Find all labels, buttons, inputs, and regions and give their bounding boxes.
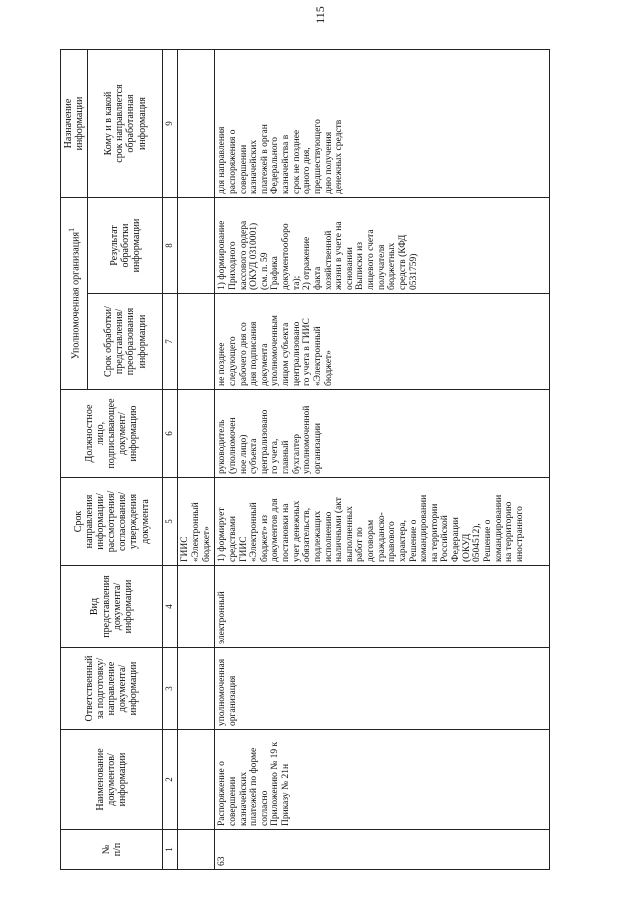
text-line: учет денежных — [291, 500, 302, 562]
text-line: № — [100, 844, 112, 855]
text-line: предшествующего — [312, 119, 323, 194]
text-line: денежных средств — [334, 119, 345, 194]
text-line: Кому и в какой — [103, 91, 114, 156]
text-line: Срок — [72, 510, 84, 533]
text-line: казначейства в — [281, 134, 291, 194]
text-line: работ по — [355, 527, 366, 562]
text-line: организация — [227, 675, 238, 726]
text-line: совершении — [238, 144, 249, 194]
cell-processing-deadline — [215, 294, 550, 390]
text-line: документов/ — [106, 753, 118, 806]
text-line: 0531759) — [408, 253, 419, 290]
text-line: руководитель — [217, 419, 228, 474]
text-line: подлежащих — [312, 510, 323, 562]
text-line: информации — [128, 661, 140, 716]
text-line: хозяйственной — [323, 230, 334, 290]
text-line: «Электронный — [249, 502, 260, 562]
text-line: представления — [100, 575, 112, 638]
cell-processing-result — [215, 198, 550, 294]
text-line: подписывающее — [106, 398, 118, 469]
text-line: 2) отражение — [302, 236, 313, 290]
cell — [178, 566, 215, 648]
text-line: субъекта — [249, 438, 260, 474]
text-line: гражданско- — [376, 512, 387, 562]
text-line: Должностное — [83, 404, 95, 463]
text-line: Федерального — [270, 136, 281, 194]
text-line: правового — [387, 521, 398, 562]
text-line: ное лицо) — [238, 434, 249, 474]
text-line: наличными (акт — [334, 497, 345, 562]
text-line: основании — [344, 247, 355, 290]
text-line: информацию — [128, 405, 140, 462]
text-line: п/п — [111, 842, 123, 857]
text-line: утверждения — [128, 493, 140, 550]
text-line: направление — [106, 661, 118, 716]
text-line: документов для — [270, 498, 281, 562]
text-line: организации — [312, 422, 323, 474]
cell-responsible — [215, 648, 550, 730]
cell — [178, 730, 215, 830]
text-line: го учета в ГИИС — [302, 318, 313, 386]
cell — [178, 50, 215, 198]
text-line: платежей в орган — [259, 124, 270, 194]
header-processing-result — [88, 198, 163, 294]
text-line: 1) формирует — [217, 507, 228, 562]
cell — [178, 198, 215, 294]
text-line: бухгалтер — [291, 433, 302, 474]
cell-deadline — [215, 478, 550, 566]
cell-system — [178, 478, 215, 566]
text-line: не позднее — [217, 342, 228, 386]
text-line: средствами — [227, 516, 238, 562]
cell-row-number: 63 — [215, 830, 550, 870]
text-line: централизовано — [291, 321, 302, 386]
text-line: средств (КФД — [397, 234, 408, 290]
text-line: командировании — [419, 494, 430, 562]
text-line: казначейских — [249, 139, 260, 194]
text-line: 0504512), — [472, 523, 483, 562]
text-line: та); — [291, 275, 302, 290]
col-num: 5 — [163, 478, 178, 566]
page-number: 115 — [313, 6, 327, 24]
col-num: 4 — [163, 566, 178, 648]
text-line: бюджет» из — [259, 514, 270, 562]
text-line: за подготовку/ — [94, 657, 106, 720]
text-line: Федерации — [451, 517, 461, 562]
text-line: информации — [136, 314, 148, 369]
text-line: договорам — [366, 519, 376, 562]
text-line: (см. п. 59 — [259, 252, 270, 290]
text-line: документа/ — [111, 582, 123, 631]
text-line: Приходного — [227, 241, 238, 290]
cell — [178, 390, 215, 478]
text-line: (ОКУД — [461, 533, 472, 562]
text-line: ГИИС — [180, 536, 191, 562]
text-line: информации — [117, 752, 129, 807]
text-line: совершении — [227, 776, 238, 826]
text-line: уполномоченным — [270, 315, 281, 386]
text-line: Приложению № 19 к — [270, 741, 281, 826]
text-line: Результат — [108, 225, 120, 266]
text-line: Решение о — [482, 519, 493, 562]
text-line: (ОКУД 0310001) — [249, 222, 260, 290]
text-line: Распоряжение о — [217, 761, 228, 826]
text-line: Решение о — [408, 519, 419, 562]
header-representation-type — [61, 566, 163, 648]
text-line: выполненных — [344, 506, 355, 562]
text-line: жизни в учете на — [334, 221, 345, 290]
text-line: иностранного — [514, 506, 525, 562]
cell-signing-official — [215, 390, 550, 478]
column-numbers-row — [163, 50, 178, 870]
text-line: лицо, — [94, 421, 106, 446]
text-line: бюджет» — [201, 526, 212, 562]
text-line: получателя — [376, 244, 387, 290]
text-line: централизовано — [259, 409, 270, 474]
text-line: Срок обработки/ — [103, 306, 114, 377]
text-line: постановки на — [281, 503, 291, 562]
text-line: го учета, — [270, 438, 281, 474]
document-flow-table — [60, 49, 550, 870]
text-line: обязательств, — [302, 507, 313, 562]
text-line: срок не позднее — [291, 129, 302, 194]
text-line: характера, — [397, 519, 408, 562]
text-line: 1) формирование — [217, 220, 228, 290]
col-num: 6 — [163, 390, 178, 478]
text-line: платежей по форме — [249, 747, 260, 826]
text-line: документа/ — [117, 664, 129, 713]
text-line: «Электронный — [312, 326, 323, 386]
text-line: уполномоченная — [217, 658, 228, 726]
text-line: одного дня, — [302, 147, 313, 194]
text-line: Выписки из — [355, 241, 366, 290]
col-num: 2 — [163, 730, 178, 830]
cell — [178, 294, 215, 390]
text-line: лицом субъекта — [281, 322, 291, 386]
header-processing-deadline — [88, 294, 163, 390]
text-line: информации/ — [94, 493, 106, 550]
text-line: лицевого счета — [366, 229, 376, 290]
text-line: кассового ордера — [238, 220, 249, 290]
text-line: Российской — [440, 515, 451, 562]
text-line: (уполномочен — [227, 417, 238, 474]
text-line: обработки — [119, 223, 131, 268]
text-line: согласования/ — [117, 492, 129, 552]
text-line: преобразования — [125, 307, 137, 376]
text-line: на территории — [429, 503, 440, 562]
text-line: уполномоченной — [302, 405, 313, 474]
text-line: дню получения — [323, 131, 334, 194]
text-line: информации — [130, 218, 142, 273]
text-line: командировании — [493, 494, 504, 562]
text-line: Наименование — [94, 748, 106, 811]
cell-document-name — [215, 730, 550, 830]
col-num: 1 — [163, 830, 178, 870]
text-line: рассмотрения/ — [106, 490, 118, 553]
text-line: Ответственный — [83, 655, 95, 722]
text-line: рабочего дня со — [238, 322, 249, 386]
text-line: документа — [259, 343, 270, 386]
text-line: бюджетных — [387, 242, 398, 290]
text-line: Графика — [270, 256, 281, 290]
col-num: 7 — [163, 294, 178, 390]
text-line: Приказу № 21н — [281, 763, 291, 826]
header-recipient — [88, 50, 163, 198]
text-line: Назначение — [63, 98, 74, 149]
text-line: документа — [139, 499, 151, 544]
text-line: информация — [136, 96, 148, 151]
text-line: срок направляется — [114, 84, 126, 163]
text-line: документооборо — [281, 223, 291, 290]
text-line: представления/ — [114, 308, 126, 375]
text-line: бюджет» — [323, 350, 334, 386]
rotated-table-container — [60, 50, 560, 870]
text-line: главный — [281, 440, 291, 474]
text-line: обработанная — [125, 94, 137, 153]
text-line: дня подписания — [249, 321, 260, 386]
text-line: на территорию — [504, 501, 515, 562]
cell-recipient — [215, 50, 550, 198]
text-line: согласно — [259, 790, 270, 826]
header-info-purpose — [61, 50, 88, 198]
header-number — [61, 830, 163, 870]
text-line: Вид — [89, 597, 101, 616]
header-responsible — [61, 648, 163, 730]
text-line: «Электронный — [191, 502, 201, 562]
text-line: исполнению — [323, 511, 334, 562]
col-num: 8 — [163, 198, 178, 294]
text-line: казначейских — [238, 771, 249, 826]
header-signing-official — [61, 390, 163, 478]
cell — [178, 648, 215, 730]
text-line: факта — [312, 266, 323, 290]
col-num: 3 — [163, 648, 178, 730]
table-row-continuation — [178, 50, 215, 870]
header-deadline — [61, 478, 163, 566]
cell-representation-type: электронный — [215, 566, 550, 648]
table-row-63 — [215, 50, 550, 870]
text-line: направления — [83, 494, 95, 549]
text-line: распоряжения о — [227, 129, 238, 194]
text-line: информации — [74, 96, 86, 151]
header-document-name — [61, 730, 163, 830]
text-line: ГИИС — [238, 536, 249, 562]
text-line: для направления — [217, 126, 228, 194]
text-line: документ/ — [117, 412, 129, 455]
text-line: следующего — [227, 336, 238, 386]
header-authorized-organization: Уполномоченная организация$^1$ — [61, 198, 88, 390]
col-num: 9 — [163, 50, 178, 198]
cell — [178, 830, 215, 870]
text-line: информации — [122, 579, 134, 634]
